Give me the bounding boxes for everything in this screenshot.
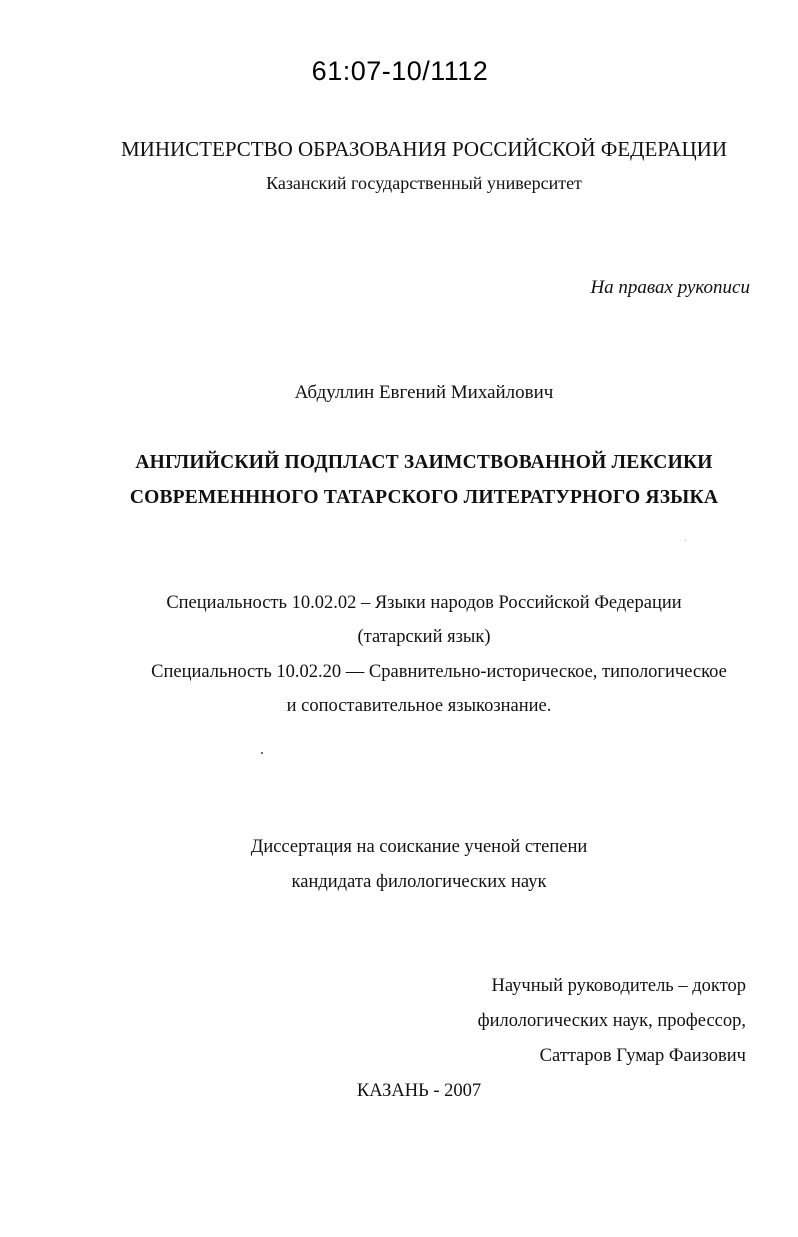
- ministry-name: МИНИСТЕРСТВО ОБРАЗОВАНИЯ РОССИЙСКОЙ ФЕДЕРАЦИИ: [120, 137, 727, 161]
- supervisor-line-2: филологических наук, профессор,: [477, 1011, 746, 1031]
- archive-code: 61:07-10/1112: [311, 56, 489, 86]
- scan-speck: [685, 540, 686, 541]
- thesis-title-line-1: АНГЛИЙСКИЙ ПОДПЛАСТ ЗАИМСТВОВАННОЙ ЛЕКСИКИ: [135, 452, 713, 473]
- author-name: Абдуллин Евгений Михайлович: [294, 382, 554, 403]
- degree-statement-line-1: Диссертация на соискание ученой степени: [250, 837, 588, 857]
- university-name: Казанский государственный университет: [266, 173, 582, 193]
- city-year: КАЗАНЬ - 2007: [356, 1081, 482, 1101]
- thesis-title-line-2: СОВРЕМЕНННОГО ТАТАРСКОГО ЛИТЕРАТУРНОГО ЯЗЫКА: [129, 487, 719, 508]
- manuscript-rights-note: На правах рукописи: [590, 277, 750, 298]
- specialty-2: Специальность 10.02.20 — Сравнительно-историческое, типологическое: [151, 662, 727, 682]
- specialty-1-note: (татарский язык): [357, 627, 491, 647]
- supervisor-line-1: Научный руководитель – доктор: [491, 976, 746, 996]
- scan-speck: [261, 752, 263, 754]
- specialty-2-continuation: и сопоставительное языкознание.: [286, 696, 552, 716]
- specialty-1: Специальность 10.02.02 – Языки народов Российской Федерации: [166, 593, 682, 613]
- supervisor-name: Саттаров Гумар Фаизович: [539, 1046, 746, 1066]
- degree-statement-line-2: кандидата филологических наук: [291, 872, 547, 892]
